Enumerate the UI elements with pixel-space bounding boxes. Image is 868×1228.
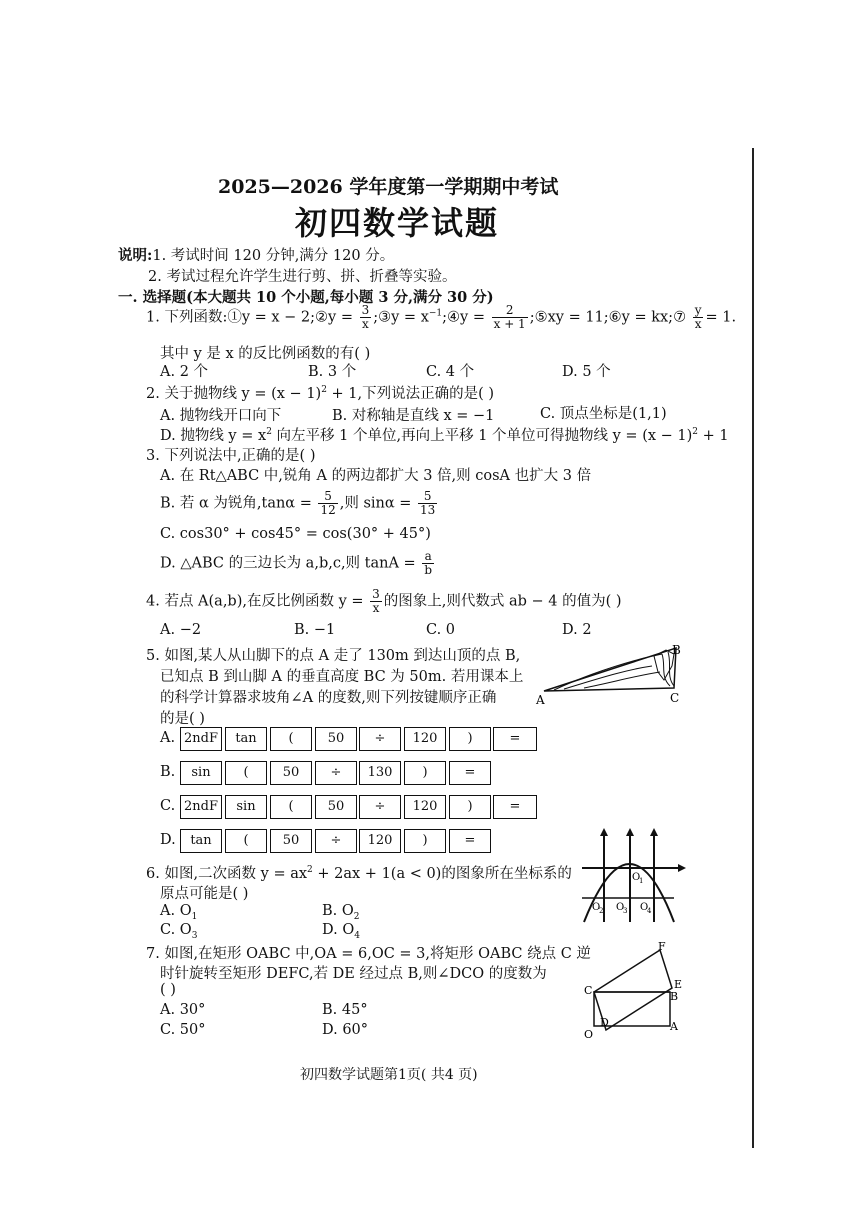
calc-key: )	[404, 829, 446, 853]
note-1: 1. 考试时间 120 分钟,满分 120 分。	[152, 248, 395, 264]
q6-option-a-text: A. O	[160, 903, 192, 919]
calc-key: 50	[315, 727, 357, 751]
frac-num: y	[694, 303, 702, 317]
frac-den: x + 1	[493, 317, 526, 331]
q7-fig-b: B	[670, 990, 679, 1003]
frac-den: 13	[420, 503, 436, 517]
q7-fig-d: D	[600, 1016, 609, 1029]
q6-option-d-text: D. O	[322, 922, 355, 938]
q4-option-a: A. −2	[160, 622, 202, 638]
q6-option-d	[322, 922, 360, 941]
calc-key: (	[225, 829, 267, 853]
calc-key: =	[493, 727, 537, 751]
exam-title: 2025—2026 学年度第一学期期中考试	[218, 176, 559, 198]
q6-option-a	[160, 903, 197, 922]
calc-key: (	[270, 727, 312, 751]
q2-option-a: A. 抛物线开口向下	[160, 408, 282, 424]
q5-line-2: 已知点 B 到山脚 A 的垂直高度 BC 为 50m. 若用课本上	[160, 669, 524, 685]
q3-fraction-tan	[318, 490, 337, 517]
q3-b-a: B. 若 α 为锐角,tanα =	[160, 495, 312, 512]
frac-num: 2	[492, 304, 528, 318]
q7-fig-a: A	[670, 1020, 678, 1033]
frac-den: x	[694, 317, 702, 331]
q3-stem: 3. 下列说法中,正确的是( )	[146, 448, 316, 464]
q6-sub-4: 4	[354, 930, 360, 941]
q7-rectangle-figure	[580, 938, 692, 1042]
q2-stem-a: 2. 关于抛物线 y = (x − 1)	[146, 386, 322, 402]
calc-key: 50	[270, 761, 312, 785]
q1-option-d: D. 5 个	[562, 364, 611, 380]
q4-stem	[146, 588, 622, 615]
q5-fig-label-a: A	[536, 693, 545, 707]
q7-option-b: B. 45°	[322, 1002, 368, 1018]
q5-option-a-label: A.	[160, 730, 176, 746]
q1-part-4: ;④y =	[442, 309, 485, 326]
q6-fig-sub-2: 2	[599, 907, 604, 915]
q1-lead: 1. 下列函数:①y = x − 2;②y =	[146, 309, 353, 326]
q6-sub-2: 2	[353, 911, 360, 922]
q7-fig-e: E	[674, 978, 683, 991]
q7-option-d: D. 60°	[322, 1022, 369, 1038]
q6-fig-o: O	[640, 902, 649, 913]
frac-num: a	[422, 550, 434, 564]
calc-key: sin	[180, 761, 222, 785]
calc-key: (	[225, 761, 267, 785]
q1-option-c: C. 4 个	[426, 364, 475, 380]
q6-option-c	[160, 922, 197, 941]
q1-stem	[146, 304, 736, 331]
calc-key: sin	[225, 795, 267, 819]
frac-num: 5	[318, 490, 337, 504]
q7-line-2: 时针旋转至矩形 DEFC,若 DE 经过点 B,则∠DCO 的度数为	[160, 966, 547, 982]
paper-subtitle: 初四数学试题	[295, 204, 500, 242]
q6-fig-sub-3: 3	[623, 907, 628, 915]
frac-den: x	[362, 317, 369, 331]
calc-key: 120	[359, 829, 401, 853]
q6-l1-a: 6. 如图,二次函数 y = ax	[146, 866, 308, 882]
q4-fraction	[370, 588, 382, 615]
q2-square: 2	[266, 427, 272, 438]
q1-part-5: ;⑤xy = 11;⑥y = kx;⑦	[529, 309, 687, 326]
note-2: 2. 考试过程允许学生进行剪、拼、折叠等实验。	[148, 269, 457, 285]
q5-fig-label-b: B	[672, 643, 681, 657]
calc-key: 50	[270, 829, 312, 853]
calc-key: ÷	[359, 727, 401, 751]
frac-den: b	[424, 563, 433, 577]
q7-option-a: A. 30°	[160, 1002, 206, 1018]
q7-line-1: 7. 如图,在矩形 OABC 中,OA = 6,OC = 3,将矩形 OABC 绕点 C 逆	[146, 946, 591, 962]
q5-mountain-figure	[534, 636, 690, 708]
q5-fig-label-c: C	[670, 691, 680, 705]
section-heading: 一. 选择题(本大题共 10 个小题,每小题 3 分,满分 30 分)	[118, 289, 494, 306]
q2-square: 2	[321, 385, 327, 396]
q6-line-2: 原点可能是( )	[160, 886, 249, 902]
q6-fig-o: O	[616, 902, 625, 913]
q5-line-3: 的科学计算器求坡角∠A 的度数,则下列按键顺序正确	[160, 690, 497, 706]
q6-fig-o: O	[592, 902, 601, 913]
q5-line-4: 的是( )	[160, 711, 205, 727]
q1-fraction-7	[693, 304, 704, 331]
frac-den: x	[372, 601, 380, 615]
q6-line-1	[146, 862, 572, 883]
q1-option-b: B. 3 个	[308, 364, 357, 380]
calc-key: 2ndF	[180, 795, 222, 819]
q6-fig-sub-4: 4	[647, 907, 652, 915]
q2-square: 2	[692, 427, 699, 438]
q7-fig-c: C	[584, 984, 593, 997]
q3-option-b	[160, 490, 439, 517]
q3-b-b: ,则 sinα =	[339, 495, 412, 512]
q6-option-b	[322, 903, 360, 922]
q5-option-c-label: C.	[160, 798, 176, 814]
frac-num: 3	[361, 303, 370, 317]
q5-line-1: 5. 如图,某人从山脚下的点 A 走了 130m 到达山顶的点 B,	[146, 648, 521, 664]
calc-key: (	[270, 795, 312, 819]
calc-key: =	[493, 795, 537, 819]
q4-stem-b: 的图象上,则代数式 ab − 4 的值为( )	[383, 593, 622, 610]
q2-option-d	[160, 424, 729, 445]
q5-option-b-label: B.	[160, 764, 176, 780]
calc-key: =	[449, 761, 491, 785]
q3-option-c: C. cos30° + cos45° = cos(30° + 45°)	[160, 526, 431, 542]
calc-key: ÷	[359, 795, 401, 819]
q6-fig-o: O	[632, 872, 641, 883]
calc-key: =	[449, 829, 491, 853]
q3-fraction-sin	[418, 490, 437, 517]
q1-fraction-4	[492, 304, 528, 331]
calc-key: ÷	[315, 761, 357, 785]
calc-key: 120	[404, 795, 446, 819]
q3-option-d	[160, 550, 436, 577]
q1-stem-2: 其中 y 是 x 的反比例函数的有( )	[160, 346, 371, 362]
q7-fig-o: O	[584, 1028, 594, 1041]
binding-margin-line	[752, 148, 754, 1148]
q1-part-3: ;③y = x	[373, 309, 429, 326]
q6-sub-3: 3	[191, 930, 198, 941]
calc-key: 2ndF	[180, 727, 222, 751]
q1-fraction-2	[360, 304, 372, 331]
q6-fig-sub-1: 1	[639, 877, 644, 885]
calc-key: )	[449, 727, 491, 751]
q6-option-c-text: C. O	[160, 922, 192, 938]
q3-fraction-tana	[422, 550, 434, 577]
q1-exponent: −1	[428, 308, 443, 319]
q7-fig-f: F	[658, 940, 666, 953]
q4-option-c: C. 0	[426, 622, 456, 638]
q2-stem-b: + 1,下列说法正确的是( )	[326, 386, 495, 402]
calc-key: ÷	[315, 829, 357, 853]
q5-option-d-label: D.	[160, 832, 176, 848]
q1-tail: = 1.	[705, 309, 737, 326]
frac-num: 3	[372, 587, 380, 601]
q4-stem-a: 4. 若点 A(a,b),在反比例函数 y =	[146, 593, 364, 610]
calc-key: tan	[225, 727, 267, 751]
q6-parabola-figure	[574, 826, 690, 926]
q7-line-3: ( )	[160, 982, 176, 998]
calc-key: 120	[404, 727, 446, 751]
q6-option-b-text: B. O	[322, 903, 354, 919]
q3-option-a: A. 在 Rt△ABC 中,锐角 A 的两边都扩大 3 倍,则 cosA 也扩大 3 倍	[160, 468, 592, 484]
q7-option-c: C. 50°	[160, 1022, 206, 1038]
q2-option-b: B. 对称轴是直线 x = −1	[332, 408, 495, 424]
q2-d-a: D. 抛物线 y = x	[160, 428, 267, 444]
calc-key: )	[404, 761, 446, 785]
frac-num: 5	[418, 490, 437, 504]
page-footer: 初四数学试题第1页( 共4 页)	[300, 1067, 478, 1083]
q4-option-b: B. −1	[294, 622, 336, 638]
q3-d-a: D. △ABC 的三边长为 a,b,c,则 tanA =	[160, 555, 416, 572]
calc-key: )	[449, 795, 491, 819]
calc-key: 50	[315, 795, 357, 819]
q2-d-b: 向左平移 1 个单位,再向上平移 1 个单位可得抛物线 y = (x − 1)	[271, 428, 693, 444]
notes-line-1	[118, 244, 394, 265]
calc-key: tan	[180, 829, 222, 853]
frac-den: 12	[320, 503, 336, 517]
q6-l1-b: + 2ax + 1(a < 0)的图象所在坐标系的	[312, 866, 572, 882]
q6-square: 2	[307, 865, 313, 876]
q6-sub-1: 1	[191, 911, 198, 922]
q4-option-d: D. 2	[562, 622, 592, 638]
q1-option-a: A. 2 个	[160, 364, 209, 380]
q2-option-c: C. 顶点坐标是(1,1)	[540, 406, 667, 422]
q2-stem	[146, 382, 494, 403]
q2-d-c: + 1	[698, 428, 729, 444]
notes-label: 说明:	[118, 247, 153, 264]
calc-key: 130	[359, 761, 401, 785]
